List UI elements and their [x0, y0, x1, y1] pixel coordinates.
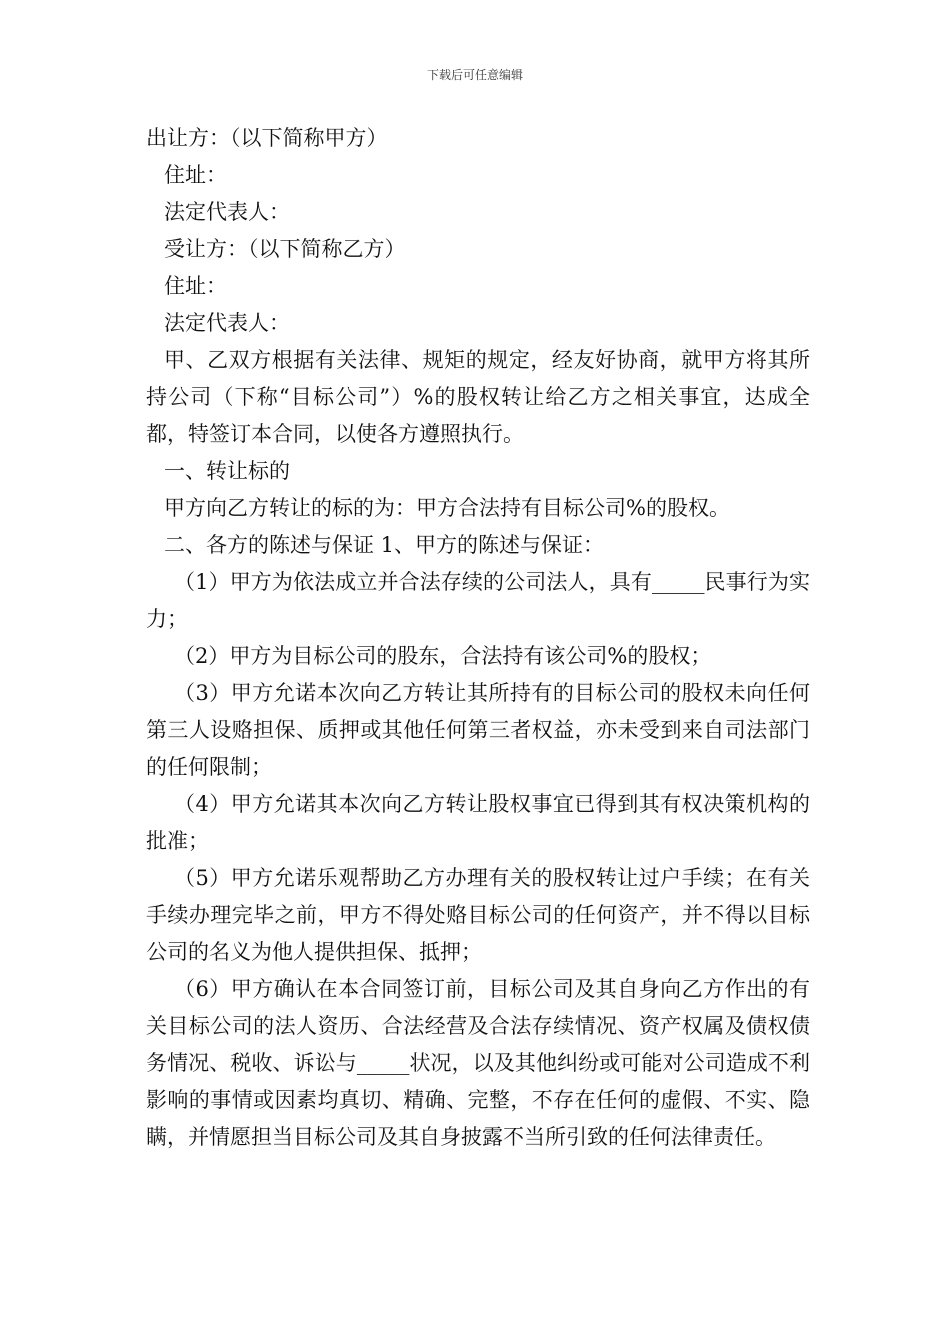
transferee-line: 受让方：（以下简称乙方） — [164, 237, 406, 261]
clause-1: （1）甲方为依法成立并合法存续的公司法人，具有_____民事行为实力； — [146, 570, 810, 631]
clause-6: （6）甲方确认在本合同签订前，目标公司及其自身向乙方作出的有关目标公司的法人资历、合法经营及合法存续情况、资产权属及债权债务情况、税收、诉讼与_____状况，以及其他纠纷或可能对公司造成不利影响的事情或因素均真切、精确、完整，不存在任何的虚假、不实、隐瞒，并情愿担当目标公司及其自身披露不当所引致的任何法律责任。 — [146, 977, 810, 1149]
page-header: 下载后可任意编辑 — [426, 68, 523, 82]
transferee-legal-rep: 法定代表人： — [164, 311, 290, 335]
section-heading-2: 二、各方的陈述与保证 1、甲方的陈述与保证： — [164, 533, 605, 557]
transfer-subject: 甲方向乙方转让的标的为：甲方合法持有目标公司%的股权。 — [164, 496, 730, 520]
clause-5: （5）甲方允诺乐观帮助乙方办理有关的股权转让过户手续；在有关手续办理完毕之前，甲方不得处赂目标公司的任何资产，并不得以目标公司的名义为他人提供担保、抵押； — [146, 866, 810, 964]
transferor-legal-rep: 法定代表人： — [164, 200, 290, 224]
preamble-paragraph: 甲、乙双方根据有关法律、规矩的规定，经友好协商，就甲方将其所持公司（下称“目标公司”）%的股权转让给乙方之相关事宜，达成全都，特签订本合同，以使各方遵照执行。 — [146, 348, 810, 446]
clause-3: （3）甲方允诺本次向乙方转让其所持有的目标公司的股权未向任何第三人设赂担保、质押或其他任何第三者权益，亦未受到来自司法部门的任何限制； — [146, 681, 810, 779]
document-body — [146, 120, 810, 1156]
section-heading-1: 一、转让标的 — [164, 459, 290, 483]
clause-4: （4）甲方允诺其本次向乙方转让股权事宜已得到其有权决策机构的批准； — [146, 792, 810, 853]
transferor-line: 出让方：（以下简称甲方） — [146, 126, 388, 150]
transferee-address: 住址： — [164, 274, 227, 298]
transferor-address: 住址： — [164, 163, 227, 187]
clause-2: （2）甲方为目标公司的股东，合法持有该公司%的股权； — [174, 644, 712, 668]
